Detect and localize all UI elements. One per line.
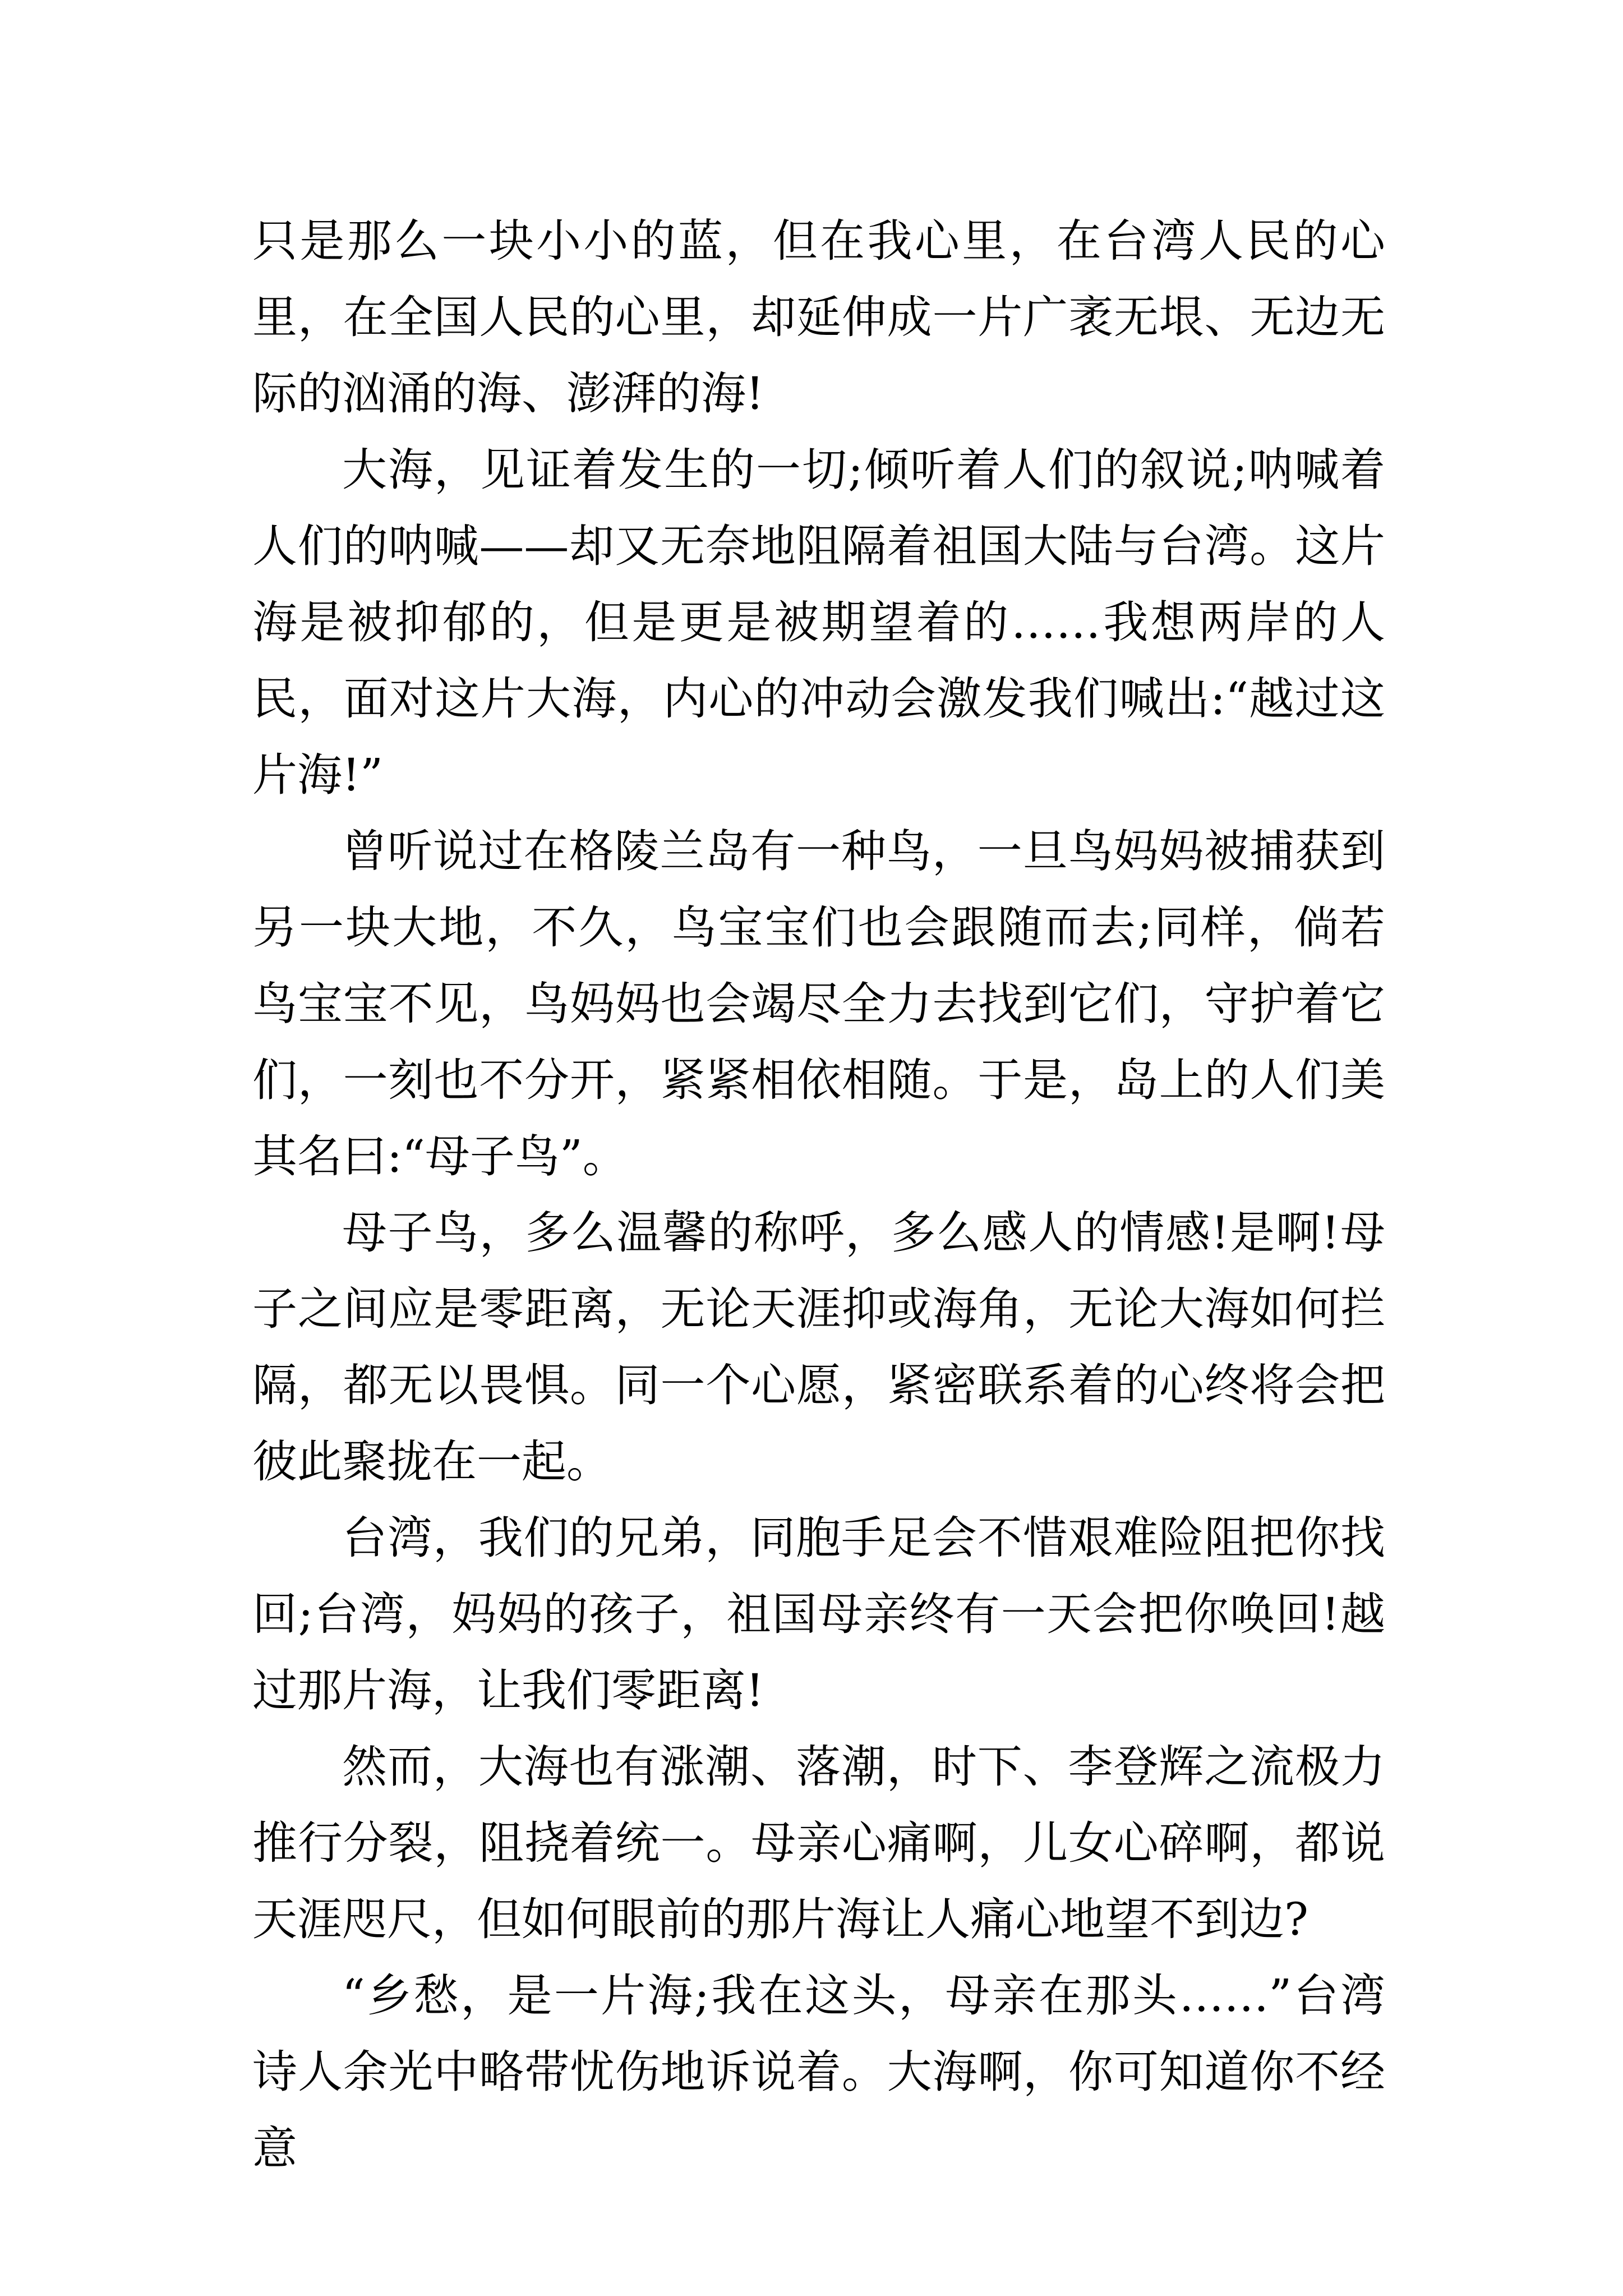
body-text — [252, 203, 1385, 2187]
paragraph-6: 然而，大海也有涨潮、落潮，时下、李登辉之流极力推行分裂，阻挠着统一。母亲心痛啊，儿女心碎啊，都说天涯咫尺，但如何眼前的那片海让人痛心地望不到边? — [252, 1741, 1385, 1945]
paragraph-2: 大海，见证着发生的一切;倾听着人们的叙说;呐喊着人们的呐喊——却又无奈地阻隔着祖国大陆与台湾。这片海是被抑郁的，但是更是被期望着的……我想两岸的人民，面对这片大海，内心的冲动会激发我们喊出:“越过这片海!” — [252, 444, 1385, 801]
paragraph-3: 曾听说过在格陵兰岛有一种鸟，一旦鸟妈妈被捕获到另一块大地，不久，鸟宝宝们也会跟随而去;同样，倘若鸟宝宝不见，鸟妈妈也会竭尽全力去找到它们，守护着它们，一刻也不分开，紧紧相依相随。于是，岛上的人们美其名曰:“母子鸟”。 — [252, 825, 1385, 1182]
paragraph-5: 台湾，我们的兄弟，同胞手足会不惜艰难险阻把你找回;台湾，妈妈的孩子，祖国母亲终有一天会把你唤回!越过那片海，让我们零距离! — [252, 1512, 1385, 1717]
paragraph-4: 母子鸟，多么温馨的称呼，多么感人的情感!是啊!母子之间应是零距离，无论天涯抑或海角，无论大海如何拦隔，都无以畏惧。同一个心愿，紧密联系着的心终将会把彼此聚拢在一起。 — [252, 1207, 1385, 1488]
paragraph-1: 只是那么一块小小的蓝，但在我心里，在台湾人民的心里，在全国人民的心里，却延伸成一片广袤无垠、无边无际的汹涌的海、澎湃的海! — [252, 215, 1385, 420]
paragraph-7: “乡愁，是一片海;我在这头，母亲在那头……”台湾诗人余光中略带忧伤地诉说着。大海啊，你可知道你不经意 — [252, 1970, 1385, 2174]
